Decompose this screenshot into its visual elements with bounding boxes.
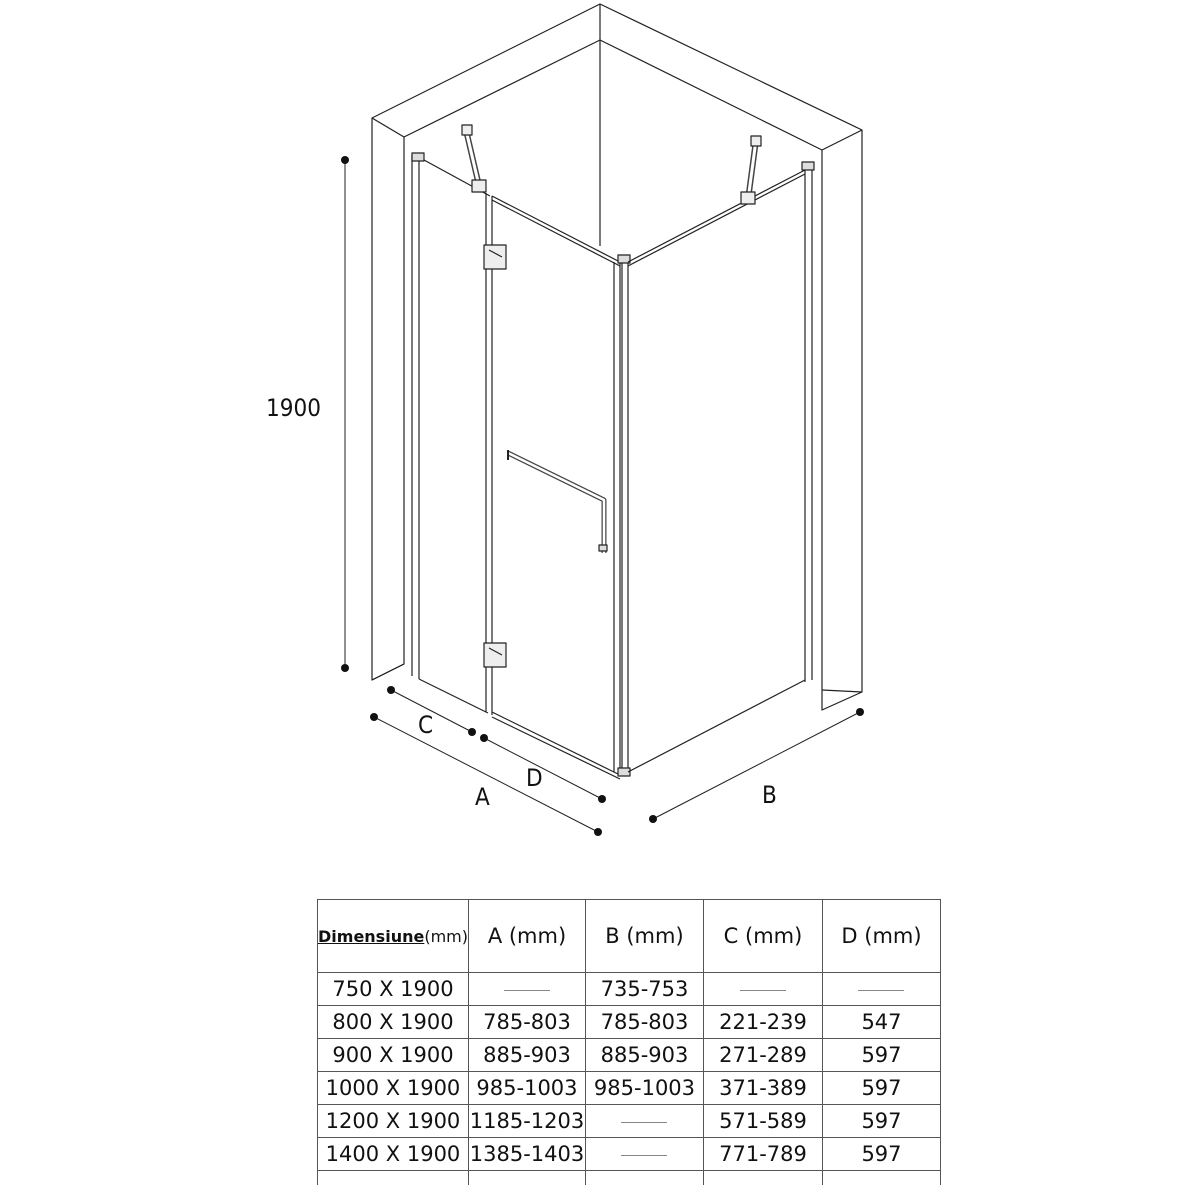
table-header-c: C (mm) xyxy=(703,900,822,973)
empty-cell-dash xyxy=(504,990,550,991)
table-cell: 885-903 xyxy=(585,1039,703,1072)
table-row xyxy=(318,1138,941,1171)
table-cell xyxy=(703,973,822,1006)
table-row xyxy=(318,1039,941,1072)
table-header-row xyxy=(318,900,941,973)
table-cell: 597 xyxy=(822,1039,940,1072)
dimension-c-label: C xyxy=(418,711,434,739)
empty-cell-dash xyxy=(858,990,904,991)
table-cell xyxy=(468,973,585,1006)
table-cell: 985-1003 xyxy=(585,1072,703,1105)
table-cell: 750 X 1900 xyxy=(318,973,469,1006)
table-cell: 271-289 xyxy=(703,1039,822,1072)
table-cell: 735-753 xyxy=(585,973,703,1006)
table-header-b: B (mm) xyxy=(585,900,703,973)
table-cell: 221-239 xyxy=(703,1006,822,1039)
table-cell xyxy=(703,1171,822,1186)
table-cell xyxy=(822,1171,940,1186)
table-row xyxy=(318,1105,941,1138)
table-body xyxy=(318,973,941,1186)
dimensions-table xyxy=(317,899,941,1185)
table-cell: 785-803 xyxy=(468,1006,585,1039)
table-row xyxy=(318,1072,941,1105)
dimension-d-label: D xyxy=(526,764,543,792)
table-cell xyxy=(318,1171,469,1186)
table-cell: 547 xyxy=(822,1006,940,1039)
table-cell: 785-803 xyxy=(585,1006,703,1039)
table-cell: 1000 X 1900 xyxy=(318,1072,469,1105)
table-cell: 900 X 1900 xyxy=(318,1039,469,1072)
table-cell: 1185-1203 xyxy=(468,1105,585,1138)
table-cell: 1200 X 1900 xyxy=(318,1105,469,1138)
table-header-d: D (mm) xyxy=(822,900,940,973)
table-cell: 1400 X 1900 xyxy=(318,1138,469,1171)
empty-cell-dash xyxy=(740,990,786,991)
dimension-b-label: B xyxy=(762,781,777,809)
table-cell xyxy=(585,1105,703,1138)
table-cell: 371-389 xyxy=(703,1072,822,1105)
back-walls xyxy=(372,4,862,710)
height-dimension-label: 1900 xyxy=(266,394,321,422)
table-cell: 571-589 xyxy=(703,1105,822,1138)
table-cell: 1385-1403 xyxy=(468,1138,585,1171)
table-cell xyxy=(822,973,940,1006)
empty-cell-dash xyxy=(621,1155,667,1156)
table-cell: 800 X 1900 xyxy=(318,1006,469,1039)
right-side-panel xyxy=(628,162,814,772)
table-row xyxy=(318,973,941,1006)
table-cell: 597 xyxy=(822,1138,940,1171)
table-cell: 597 xyxy=(822,1105,940,1138)
fixed-side-panel xyxy=(412,153,490,713)
table-cell: 771-789 xyxy=(703,1138,822,1171)
table-cell xyxy=(585,1171,703,1186)
dimension-a-label: A xyxy=(475,783,490,811)
table-cell xyxy=(468,1171,585,1186)
hinged-door xyxy=(484,193,620,779)
table-row-cut-off xyxy=(318,1171,941,1186)
table-cell: 885-903 xyxy=(468,1039,585,1072)
table-header-dimensiune: Dimensiune(mm) xyxy=(318,900,469,973)
stabilizer-bars xyxy=(462,125,761,204)
empty-cell-dash xyxy=(621,1122,667,1123)
table-cell xyxy=(585,1138,703,1171)
table-cell: 985-1003 xyxy=(468,1072,585,1105)
table-header-a: A (mm) xyxy=(468,900,585,973)
table-cell: 597 xyxy=(822,1072,940,1105)
table-row xyxy=(318,1006,941,1039)
